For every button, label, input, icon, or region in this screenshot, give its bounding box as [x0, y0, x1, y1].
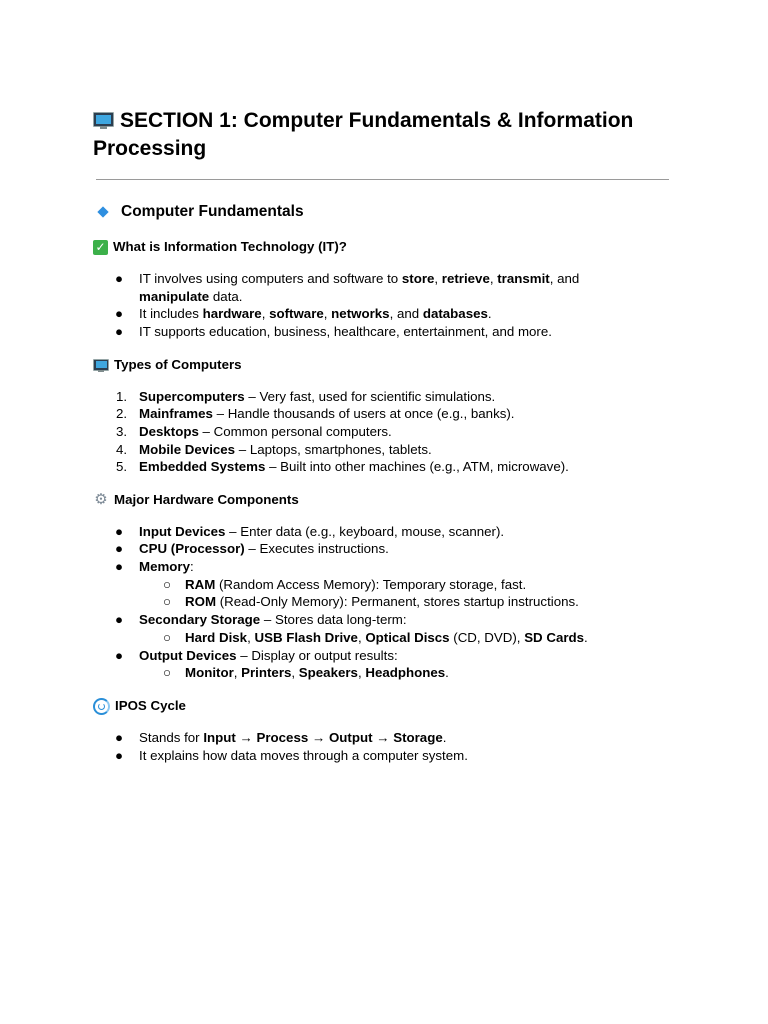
list-item: ● CPU (Processor) – Executes instructions. — [115, 541, 389, 556]
cyclone-icon — [93, 698, 110, 715]
list-item: ● Input Devices – Enter data (e.g., keyboard, mouse, scanner). — [115, 524, 505, 539]
desktop-computer-icon — [93, 359, 109, 372]
list-item: 2. Mainframes – Handle thousands of users at once (e.g., banks). — [116, 406, 515, 421]
heading-types-of-computers: Types of Computers — [93, 356, 242, 374]
list-item: 1. Supercomputers – Very fast, used for scientific simulations. — [116, 389, 496, 404]
list-item: ○ Hard Disk, USB Flash Drive, Optical Discs (CD, DVD), SD Cards. — [163, 630, 588, 645]
gear-icon: ⚙ — [94, 491, 108, 508]
small-blue-diamond-icon — [97, 206, 108, 217]
list-item: ● IT involves using computers and software to store, retrieve, transmit, and manipulate data. — [115, 271, 580, 304]
list-item: ○ ROM (Read-Only Memory): Permanent, stores startup instructions. — [163, 594, 579, 609]
bullet-marker: ● — [115, 271, 124, 286]
section-title: SECTION 1: Computer Fundamentals & Information Processing — [93, 109, 634, 160]
list-item: ○ Monitor, Printers, Speakers, Headphones. — [163, 665, 449, 680]
check-mark-button-icon: ✓ — [93, 240, 108, 255]
list-item: ● Stands for Input → Process → Output → Storage. — [115, 730, 447, 745]
list-item: ○ RAM (Random Access Memory): Temporary storage, fast. — [163, 577, 527, 592]
heading-hardware-components: ⚙ Major Hardware Components — [94, 491, 299, 508]
list-item: ● It explains how data moves through a computer system. — [115, 748, 468, 763]
horizontal-rule — [96, 179, 669, 180]
subsection-title: Computer Fundamentals — [97, 202, 304, 222]
list-item: ● IT supports education, business, healthcare, entertainment, and more. — [115, 324, 552, 339]
desktop-computer-icon — [93, 112, 114, 129]
heading-what-is-it: ✓ What is Information Technology (IT)? — [93, 238, 347, 256]
bullet-marker: ● — [115, 306, 124, 321]
list-item: ● Secondary Storage – Stores data long-term: — [115, 612, 407, 627]
list-item: ● It includes hardware, software, networks, and databases. — [115, 306, 492, 321]
list-item: ● Output Devices – Display or output results: — [115, 648, 398, 663]
list-item: ● Memory: — [115, 559, 194, 574]
heading-ipos-cycle: IPOS Cycle — [93, 697, 186, 715]
list-item: 5. Embedded Systems – Built into other machines (e.g., ATM, microwave). — [116, 459, 569, 474]
list-item: 4. Mobile Devices – Laptops, smartphones, tablets. — [116, 442, 432, 457]
bullet-marker: ● — [115, 324, 124, 339]
list-item: 3. Desktops – Common personal computers. — [116, 424, 392, 439]
